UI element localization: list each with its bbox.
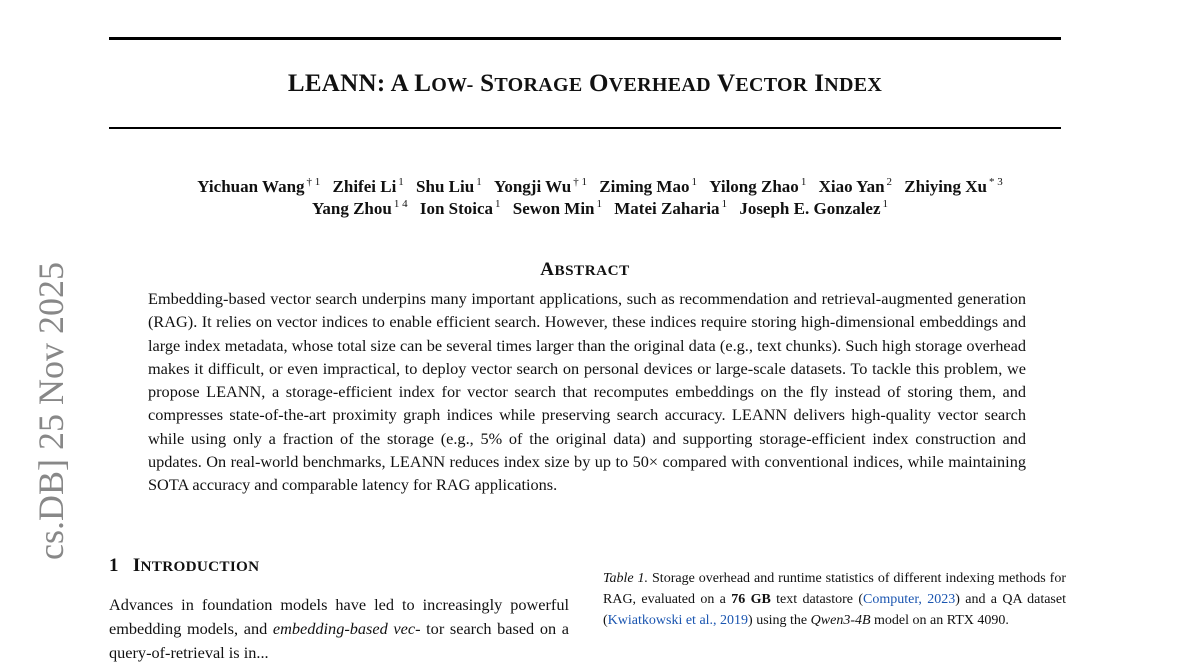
title-word: A: [390, 70, 408, 97]
author: Joseph E. Gonzalez $^1$: [739, 198, 889, 218]
author: Yang Zhou $^{1 4}$: [311, 198, 408, 218]
caption-bold: 76 GB: [731, 592, 771, 607]
author: Ziming Mao $^1$: [599, 176, 697, 196]
section-number: 1: [109, 555, 119, 576]
title-prefix: LEANN:: [287, 70, 391, 97]
intro-text-italic: embedding-based vec-: [272, 619, 421, 638]
caption-text: text datastore (: [770, 592, 863, 607]
introduction-text: [109, 593, 569, 665]
abstract-text: Embedding-based vector search underpins many important applications, such as recommendation and retrieval-augmented generation (RAG). It relies on vector indices to enable efficient search. However, these indices require storing high-dimensional embeddings and large index metadata, whose total size can be several times larger than the original data (e.g., text chunks). Such high storage overhead makes it difficult, or even impractical, to deploy vector search on personal devices or large-scale datasets. To tackle this problem, we propose LEANN, a storage-efficient index for vector search that recomputes embeddings on the fly instead of storing them, and compresses state-of-the-art proximity graph indices while preserving search accuracy. LEANN delivers high-quality vector search while using only a fraction of the storage (e.g., 5% of the original data) and supporting storage-efficient index construction and updates. On real-world benchmarks, LEANN reduces index size by up to 50× compared with conventional indices, while maintaining SOTA accuracy and comparable latency for RAG applications.: [148, 289, 1026, 495]
author: Xiao Yan $^2$: [818, 176, 893, 196]
caption-text: ) using the: [748, 613, 811, 628]
title-word: VECTOR: [717, 70, 808, 97]
title-top-rule: [109, 37, 1061, 40]
title-word: OVERHEAD: [589, 70, 711, 97]
arxiv-watermark: cs.DB] 25 Nov 2025: [31, 262, 71, 560]
abstract-heading: ABSTRACT: [540, 259, 630, 280]
author: Matei Zaharia $^1$: [614, 198, 728, 218]
section-title-rest: NTRODUCTION: [140, 558, 260, 575]
title-word: INDEX: [814, 70, 883, 97]
caption-text: Storage overhead and runtime statistics of different indexing methods for RAG, evaluated on a: [603, 571, 1066, 607]
paper-title: [109, 70, 1061, 98]
title-word: LOW-: [414, 70, 474, 97]
author: Shu Liu $^1$: [416, 176, 482, 196]
caption-text: ) and a QA dataset (: [603, 592, 1066, 628]
author: Sewon Min $^1$: [512, 198, 603, 218]
caption-text: model on an RTX 4090.: [870, 613, 1009, 628]
citation-link[interactable]: Computer, 2023: [862, 592, 956, 607]
citation-link[interactable]: Kwiatkowski et al., 2019: [607, 613, 749, 628]
table-1-caption: [603, 568, 1066, 631]
author: Zhiying Xu $^{* 3}$: [904, 176, 1003, 196]
intro-text-a: Advances in foundation models have led to increasingly powerful embedding models, and: [109, 595, 569, 638]
title-word: STORAGE: [480, 70, 583, 97]
title-bottom-rule: [109, 127, 1061, 129]
section-heading-introduction: [109, 555, 259, 577]
caption-label: Table 1.: [603, 571, 649, 586]
caption-model: Qwen3-4B: [810, 613, 871, 628]
section-title-first: I: [132, 555, 141, 576]
author: Zhifei Li $^1$: [332, 176, 404, 196]
author: Ion Stoica $^1$: [419, 198, 501, 218]
author: Yongji Wu $^{\dagger 1}$: [493, 176, 588, 196]
author: Yichuan Wang $^{\dagger 1}$: [197, 176, 321, 196]
author: Yilong Zhao $^1$: [709, 176, 807, 196]
author-list-line-2: [60, 193, 1140, 220]
intro-text-b: tor search based on a query-of-retrieval is in...: [109, 619, 569, 662]
